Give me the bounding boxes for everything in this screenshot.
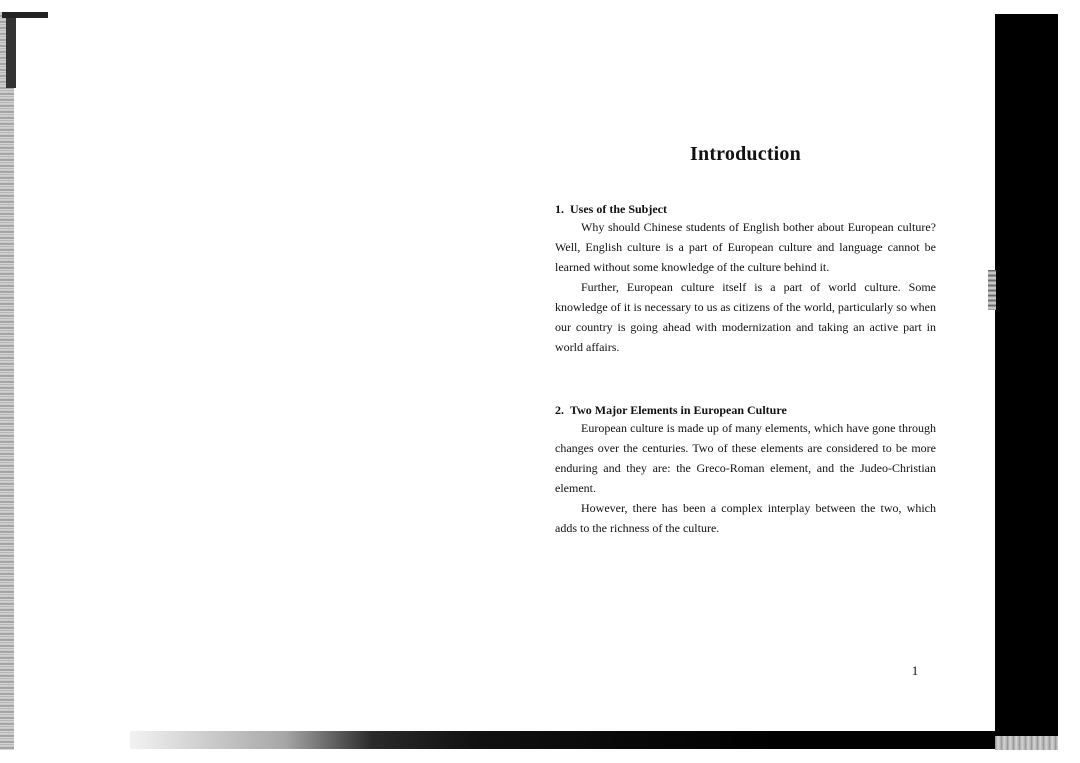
page-title: Introduction bbox=[690, 143, 801, 165]
page-number: 1 bbox=[911, 663, 919, 678]
section-number: 1. bbox=[555, 202, 564, 216]
paragraph: However, there has been a complex interplay between the two, which adds to the richness of the culture. bbox=[555, 501, 936, 535]
paragraph: Why should Chinese students of English bother about European culture? Well, English culture is a part of European culture and language cannot be learned without some knowledge of the culture behind it. bbox=[555, 220, 936, 274]
section-heading bbox=[555, 402, 936, 418]
section-number: 2. bbox=[555, 403, 564, 417]
scan-right-edge-noise bbox=[988, 270, 996, 310]
scan-right-bar bbox=[995, 14, 1058, 736]
scan-left-binding bbox=[6, 18, 16, 88]
paragraph: European culture is made up of many elements, which have gone through changes over the centuries. Two of these elements are considered to be more enduring and they are: the Greco-Roman element, and the Judeo-Christian element. bbox=[555, 421, 936, 495]
section-two-major-elements bbox=[555, 402, 936, 538]
section-title: Two Major Elements in European Culture bbox=[570, 403, 787, 417]
section-heading bbox=[555, 201, 936, 217]
paragraph: Further, European culture itself is a part of world culture. Some knowledge of it is necessary to us as citizens of the world, particularly so when our country is going ahead with modernization and taking an active part in world affairs. bbox=[555, 280, 936, 354]
scan-left-edge bbox=[0, 12, 14, 750]
section-title: Uses of the Subject bbox=[570, 202, 667, 216]
section-uses-of-subject bbox=[555, 201, 936, 357]
scan-bottom-bar bbox=[130, 731, 995, 749]
scan-bottom-corner bbox=[995, 736, 1058, 750]
